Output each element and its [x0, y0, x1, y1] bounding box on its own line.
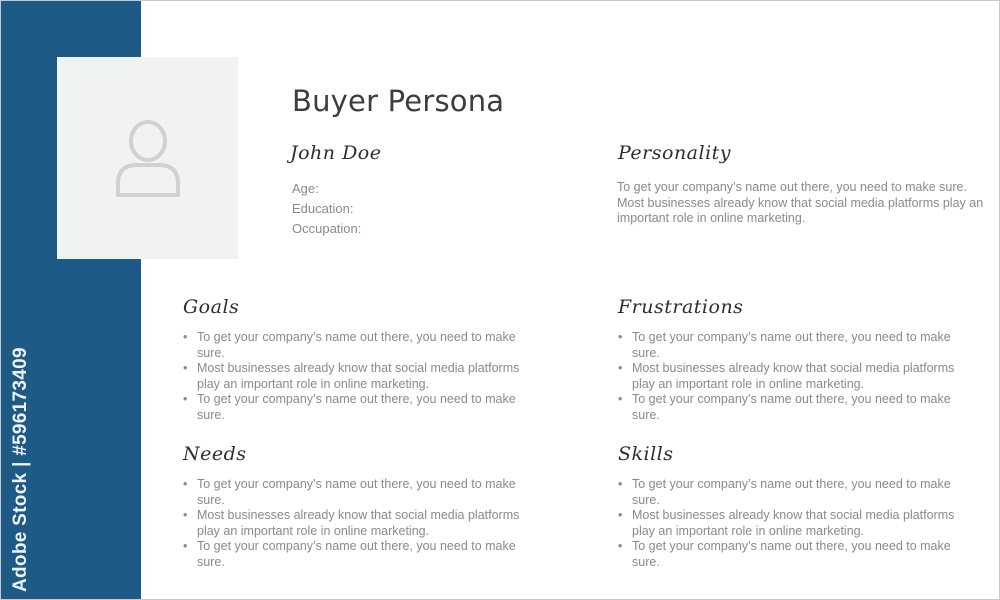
list-item: • Most businesses already know that social media platforms play an important role in online marketing. — [183, 508, 553, 539]
avatar-placeholder — [57, 57, 238, 259]
list-item: • To get your company’s name out there, you need to make sure. — [618, 392, 988, 423]
frustrations-list — [618, 330, 988, 423]
frustrations-section — [618, 296, 988, 423]
needs-heading: Needs — [183, 443, 247, 465]
list-item: • Most businesses already know that social media platforms play an important role in online marketing. — [618, 508, 988, 539]
list-item: • To get your company’s name out there, you need to make sure. — [618, 539, 988, 570]
stock-id-watermark: Adobe Stock | #596173409 — [10, 347, 31, 592]
list-item: • To get your company’s name out there, you need to make sure. — [183, 392, 553, 423]
age-label: Age: — [292, 181, 319, 196]
personality-text: To get your company’s name out there, you need to make sure. Most businesses already know that social media platforms play an important role in online marketing. — [617, 180, 984, 225]
skills-section — [618, 443, 988, 570]
user-icon — [112, 117, 184, 199]
goals-section — [183, 296, 553, 423]
persona-name: John Doe — [290, 142, 382, 164]
list-item: • Most businesses already know that social media platforms play an important role in online marketing. — [183, 361, 553, 392]
needs-list — [183, 477, 553, 570]
personality-heading: Personality — [618, 142, 732, 164]
list-item: • To get your company’s name out there, you need to make sure. — [618, 477, 988, 508]
list-item: • To get your company’s name out there, you need to make sure. — [183, 477, 553, 508]
needs-section — [183, 443, 553, 570]
page-title: Buyer Persona — [292, 84, 505, 118]
list-item: • Most businesses already know that social media platforms play an important role in online marketing. — [618, 361, 988, 392]
list-item: • To get your company’s name out there, you need to make sure. — [618, 330, 988, 361]
list-item: • To get your company’s name out there, you need to make sure. — [183, 330, 553, 361]
persona-fields — [292, 179, 361, 239]
goals-heading: Goals — [183, 296, 240, 318]
skills-heading: Skills — [618, 443, 674, 465]
occupation-label: Occupation: — [292, 221, 362, 236]
skills-list — [618, 477, 988, 570]
education-label: Education: — [292, 201, 354, 216]
goals-list — [183, 330, 553, 423]
list-item: • To get your company’s name out there, you need to make sure. — [183, 539, 553, 570]
frustrations-heading: Frustrations — [618, 296, 744, 318]
